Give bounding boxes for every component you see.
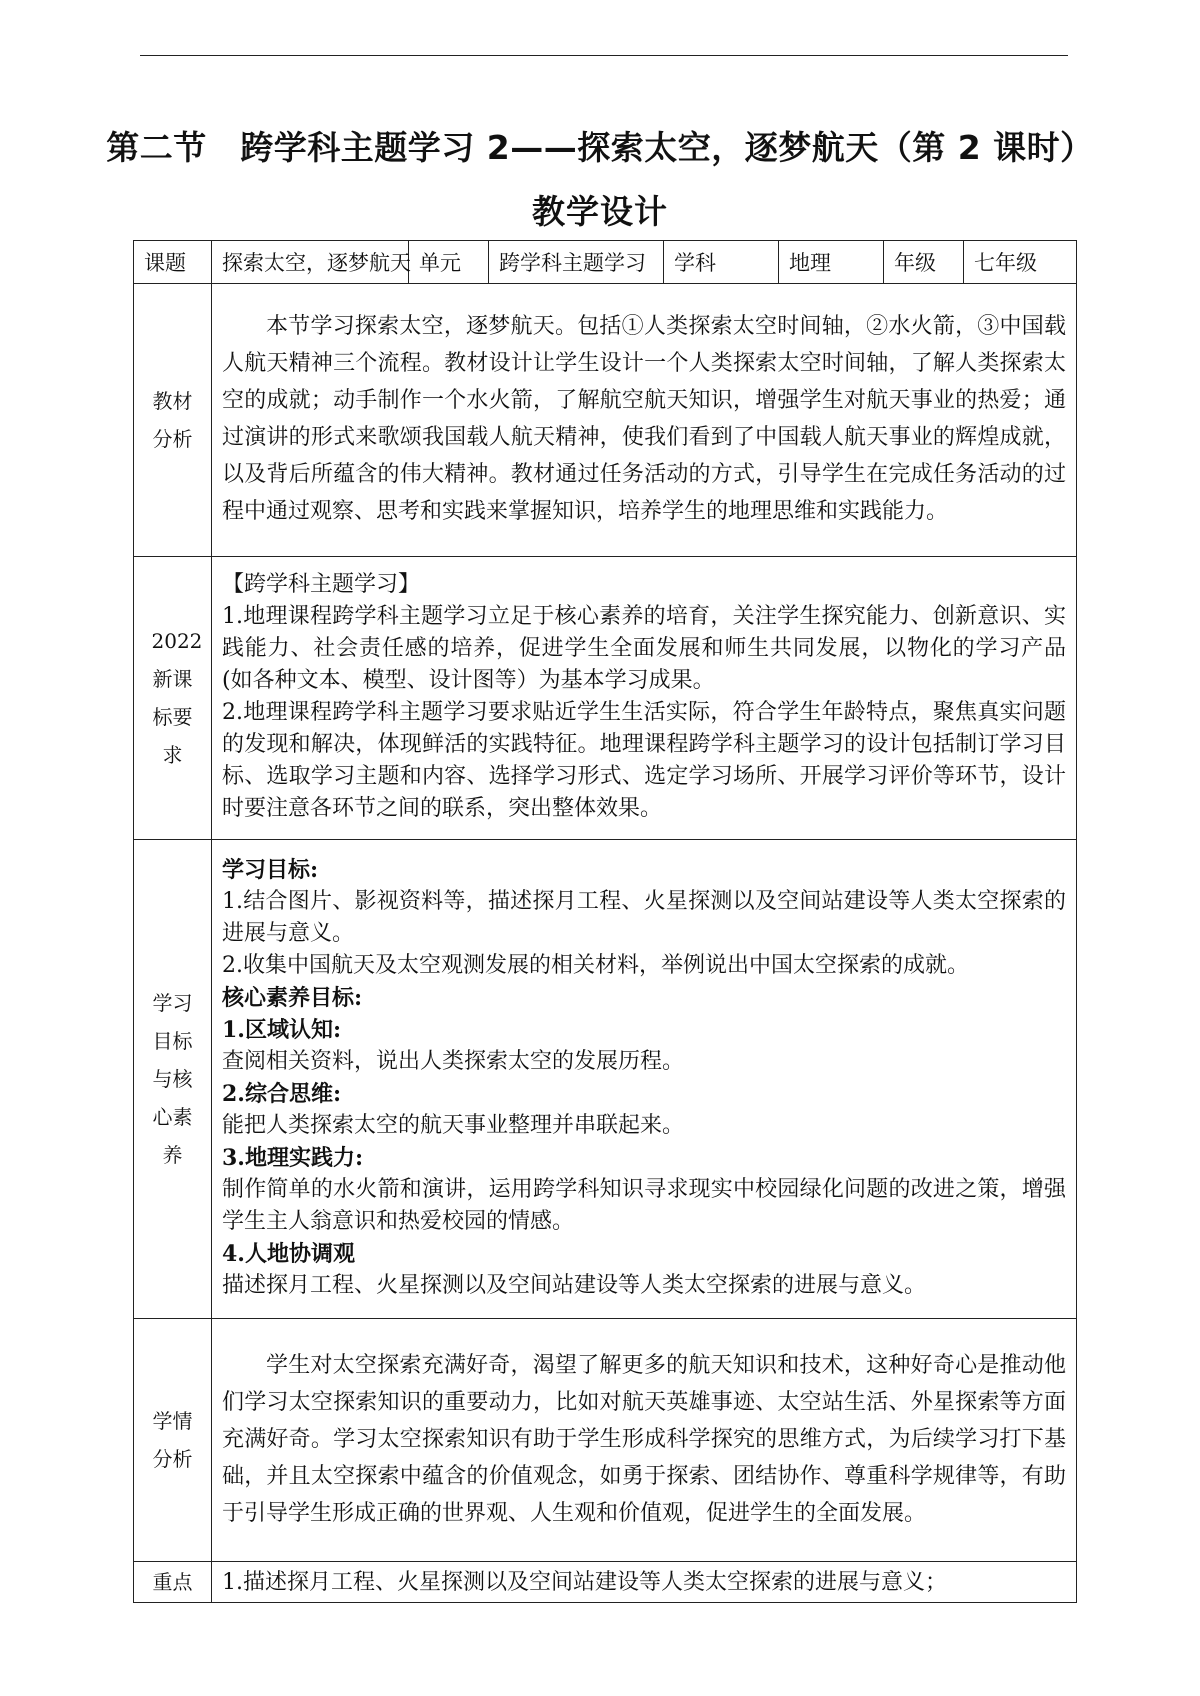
learner-analysis-row: [134, 1319, 1077, 1562]
core-2-text: 能把人类探索太空的航天事业整理并串联起来。: [222, 1113, 685, 1138]
core-1-text: 查阅相关资料，说出人类探索太空的发展历程。: [222, 1049, 685, 1074]
core-2-heading: 2.综合思维:: [222, 1081, 342, 1107]
core-4-text: 描述探月工程、火星探测以及空间站建设等人类太空探索的进展与意义。: [222, 1273, 927, 1298]
learner-analysis-text: 学生对太空探索充满好奇，渴望了解更多的航天知识和技术，这种好奇心是推动他们学习太空探索知识的重要动力，比如对航天英雄事迹、太空站生活、外星探索等方面充满好奇。学习太空探索知识有助于学生形成科学探究的思维方式，为后续学习打下基础，并且太空探索中蕴含的价值观念，如勇于探索、团结协作、尊重科学规律等，有助于引导学生形成正确的世界观、人生观和价值观，促进学生的全面发展。: [222, 1352, 1066, 1526]
core-4-heading: 4.人地协调观: [222, 1241, 355, 1267]
grade-label: 年级: [884, 241, 964, 284]
objectives-label: 学习目标与核心素养: [152, 991, 193, 1167]
course-label: 课题: [134, 241, 212, 284]
standards-point-2: 2.地理课程跨学科主题学习要求贴近学生生活实际，符合学生年龄特点，聚焦真实问题的发现和解决，体现鲜活的实践特征。地理课程跨学科主题学习的设计包括制订学习目标、选取学习主题和内容、选择学习形式、选定学习场所、开展学习评价等环节，设计时要注意各环节之间的联系，突出整体效果。: [222, 700, 1066, 821]
core-3-text: 制作简单的水火箭和演讲，运用跨学科知识寻求现实中校园绿化问题的改进之策，增强学生主人翁意识和热爱校园的情感。: [222, 1177, 1066, 1234]
core-3-heading: 3.地理实践力:: [222, 1145, 364, 1171]
curriculum-standards-label: 2022新课标要求: [151, 629, 203, 767]
key-points-row: [134, 1562, 1077, 1603]
subject-value: 地理: [779, 241, 884, 284]
page-subtitle: 教学设计: [532, 192, 668, 231]
header-rule: [140, 55, 1068, 56]
core-1-heading: 1.区域认知:: [222, 1017, 342, 1043]
goals-heading: 学习目标:: [222, 857, 319, 883]
key-points-label: 重点: [152, 1570, 193, 1594]
standards-point-1: 1.地理课程跨学科主题学习立足于核心素养的培育，关注学生探究能力、创新意识、实践能力、社会责任感的培养，促进学生全面发展和师生共同发展，以物化的学习产品(如各种文本、模型、设计图等）为基本学习成果。: [222, 604, 1066, 693]
goal-1: 1.结合图片、影视资料等，描述探月工程、火星探测以及空间站建设等人类太空探索的进展与意义。: [222, 889, 1066, 946]
objectives-row: [134, 840, 1077, 1319]
course-value: 探索太空，逐梦航天: [212, 241, 409, 284]
textbook-analysis-label: 教材分析: [152, 389, 193, 451]
meta-row: [134, 241, 1077, 284]
grade-value: 七年级: [964, 241, 1077, 284]
learner-analysis-label: 学情分析: [152, 1409, 193, 1471]
goal-2: 2.收集中国航天及太空观测发展的相关材料，举例说出中国太空探索的成就。: [222, 953, 969, 978]
unit-value: 跨学科主题学习: [489, 241, 664, 284]
subject-label: 学科: [664, 241, 779, 284]
page-title: 第二节 跨学科主题学习 2——探索太空，逐梦航天（第 2 课时）: [106, 128, 1094, 167]
core-heading: 核心素养目标:: [222, 985, 363, 1011]
textbook-analysis-row: [134, 284, 1077, 557]
lesson-plan-table: [133, 240, 1077, 1603]
textbook-analysis-text: 本节学习探索太空，逐梦航天。包括①人类探索太空时间轴，②水火箭，③中国载人航天精神三个流程。教材设计让学生设计一个人类探索太空时间轴，了解人类探索太空的成就；动手制作一个水火箭，了解航空航天知识，增强学生对航天事业的热爱；通过演讲的形式来歌颂我国载人航天精神，使我们看到了中国载人航天事业的辉煌成就，以及背后所蕴含的伟大精神。教材通过任务活动的方式，引导学生在完成任务活动的过程中通过观察、思考和实践来掌握知识，培养学生的地理思维和实践能力。: [222, 314, 1066, 524]
key-points-text: 1.描述探月工程、火星探测以及空间站建设等人类太空探索的进展与意义；: [222, 1569, 947, 1595]
standards-heading: 【跨学科主题学习】: [222, 572, 421, 597]
curriculum-standards-row: [134, 557, 1077, 840]
unit-label: 单元: [409, 241, 489, 284]
